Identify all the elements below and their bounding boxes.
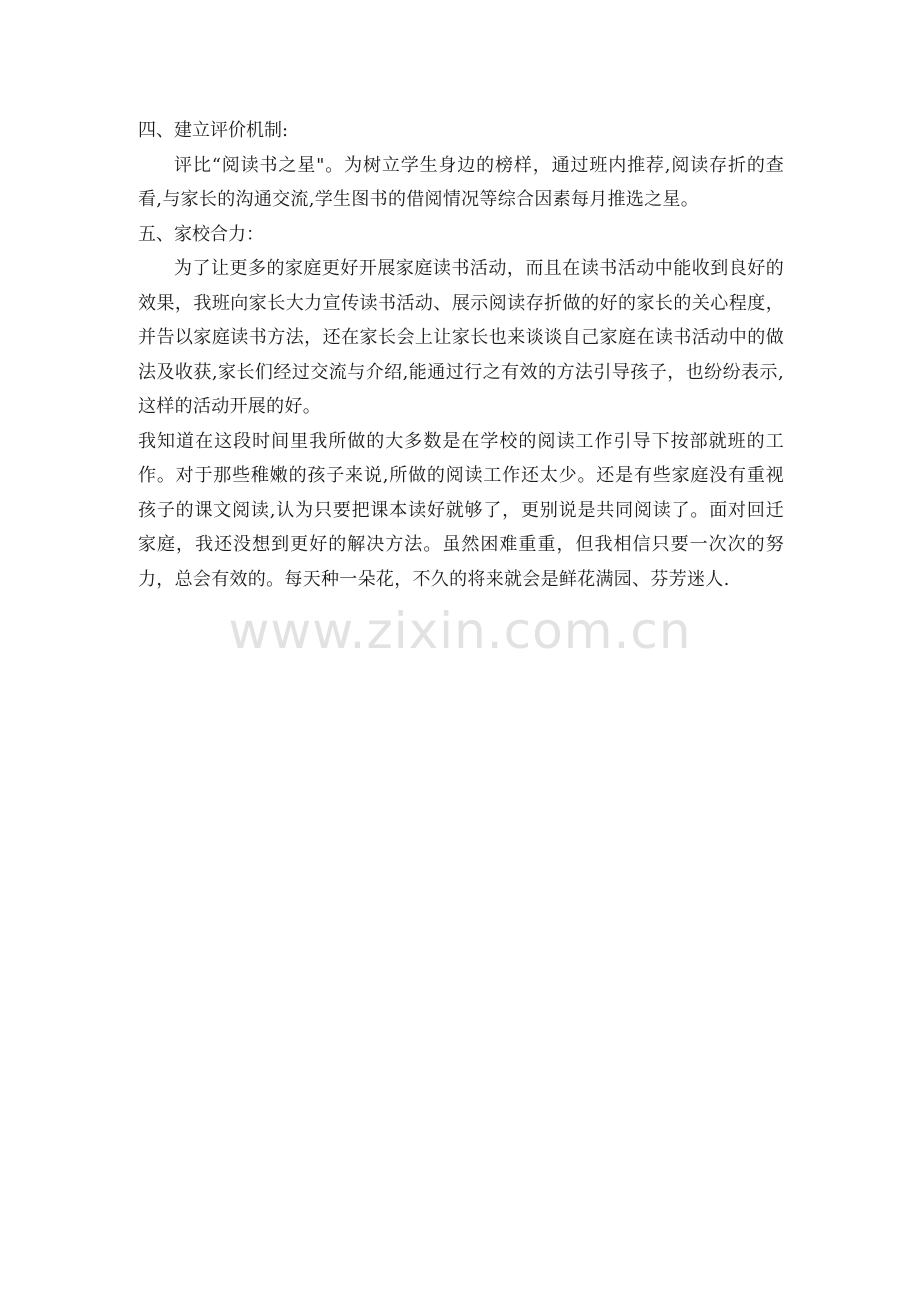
section-4-paragraph: 评比“阅读书之星"。为树立学生身边的榜样，通过班内推荐,阅读存折的查看,与家长的沟通交流,学生图书的借阅情况等综合因素每月推选之星。: [138, 154, 784, 210]
watermark: www.zixin.com.cn: [228, 602, 692, 660]
closing-paragraph: 我知道在这段时间里我所做的大多数是在学校的阅读工作引导下按部就班的工作。对于那些稚嫩的孩子来说,所做的阅读工作还太少。还是有些家庭没有重视孩子的课文阅读,认为只要把课本读好就够了，更别说是共同阅读了。面对回迁家庭，我还没想到更好的解决方法。虽然困难重重，但我相信只要一次次的努力，总会有效的。每天种一朵花，不久的将来就会是鲜花满园、芬芳迷人.: [138, 430, 784, 590]
document-body: [138, 114, 784, 597]
section-4-heading: 四、建立评价机制:: [138, 120, 289, 141]
section-5-heading: 五、家校合力：: [138, 223, 264, 245]
section-5-paragraph: 为了让更多的家庭更好开展家庭读书活动，而且在读书活动中能收到良好的效果，我班向家长大力宣传读书活动、展示阅读存折做的好的家长的关心程度，并告以家庭读书方法，还在家长会上让家长也来谈谈自己家庭在读书活动中的做法及收获,家长们经过交流与介绍,能通过行之有效的方法引导孩子，也纷纷表示,这样的活动开展的好。: [138, 258, 784, 417]
